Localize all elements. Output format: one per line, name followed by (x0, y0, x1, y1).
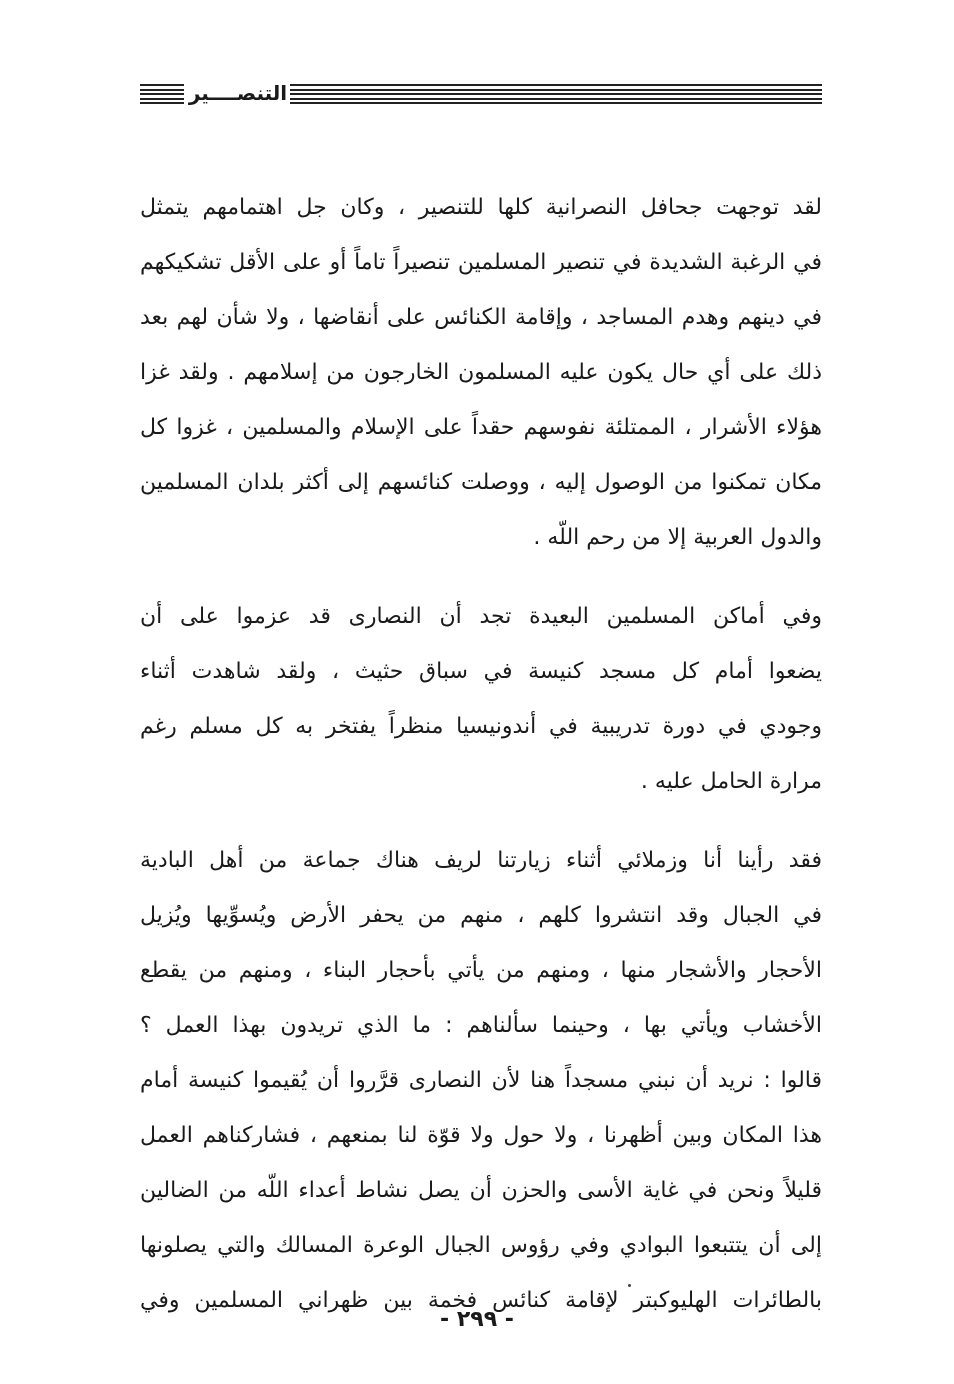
paragraph-2 (140, 589, 822, 809)
text-line: مرارة الحامل عليه . (640, 769, 822, 794)
scan-speck (628, 1284, 631, 1287)
paragraph-3 (140, 833, 822, 1328)
text-line: وجودي في دورة تدريبية في أندونيسيا منظراً يفتخر به كل مسلم رغم (140, 714, 822, 739)
text-line: في الجبال وقد انتشروا كلهم ، منهم من يحفر الأرض ويُسوِّيها ويُزيل (140, 903, 822, 928)
text-line: ذلك على أي حال يكون عليه المسلمون الخارجون من إسلامهم . ولقد غزا (140, 360, 822, 385)
text-line: قليلاً ونحن في غاية الأسى والحزن أن يصل نشاط أعداء اللّه من الضالين (140, 1178, 822, 1203)
text-line: هؤلاء الأشرار ، الممتلئة نفوسهم حقداً على الإسلام والمسلمين ، غزوا كل (140, 415, 822, 440)
text-line: في الرغبة الشديدة في تنصير المسلمين تنصيراً تاماً أو على الأقل تشكيكهم (140, 250, 822, 275)
text-line: بالطائرات الهليوكبتر لإقامة كنائس فخمة بين ظهراني المسلمين وفي (140, 1288, 822, 1313)
text-line: إلى أن يتتبعوا البوادي وفي رؤوس الجبال الوعرة المسالك والتي يصلونها (140, 1233, 822, 1258)
text-line: الأحجار والأشجار منها ، ومنهم من يأتي بأحجار البناء ، ومنهم من يقطع (140, 958, 822, 983)
text-line: مكان تمكنوا من الوصول إليه ، ووصلت كنائسهم إلى أكثر بلدان المسلمين (140, 470, 822, 495)
text-line: وفي أماكن المسلمين البعيدة تجد أن النصارى قد عزموا على أن (140, 604, 822, 629)
text-line: في دينهم وهدم المساجد ، وإقامة الكنائس على أنقاضها ، ولا شأن لهم بعد (140, 305, 822, 330)
paragraph-1 (140, 180, 822, 565)
running-header (140, 78, 822, 108)
text-line: فقد رأينا أنا وزملائي أثناء زيارتنا لريف هناك جماعة من أهل البادية (140, 848, 822, 873)
body-text (140, 180, 822, 1328)
text-line: الأخشاب ويأتي بها ، وحينما سألناهم : ما الذي تريدون بهذا العمل ؟ (140, 1013, 822, 1038)
text-line: والدول العربية إلا من رحم اللّه . (533, 525, 822, 550)
header-title: التنصــــير (188, 81, 288, 105)
page-number: - ٢٩٩ - (440, 1307, 514, 1332)
header-rule-right (290, 84, 822, 104)
text-line: قالوا : نريد أن نبني مسجداً هنا لأن النصارى قرَّروا أن يُقيموا كنيسة أمام (140, 1068, 822, 1093)
text-line: لقد توجهت جحافل النصرانية كلها للتنصير ، وكان جل اهتمامهم يتمثل (140, 195, 822, 220)
text-line: يضعوا أمام كل مسجد كنيسة في سباق حثيث ، ولقد شاهدت أثناء (140, 659, 822, 684)
header-rule-left (140, 84, 184, 104)
text-line: هذا المكان وبين أظهرنا ، ولا حول ولا قوّة لنا بمنعهم ، فشاركناهم العمل (140, 1123, 822, 1148)
